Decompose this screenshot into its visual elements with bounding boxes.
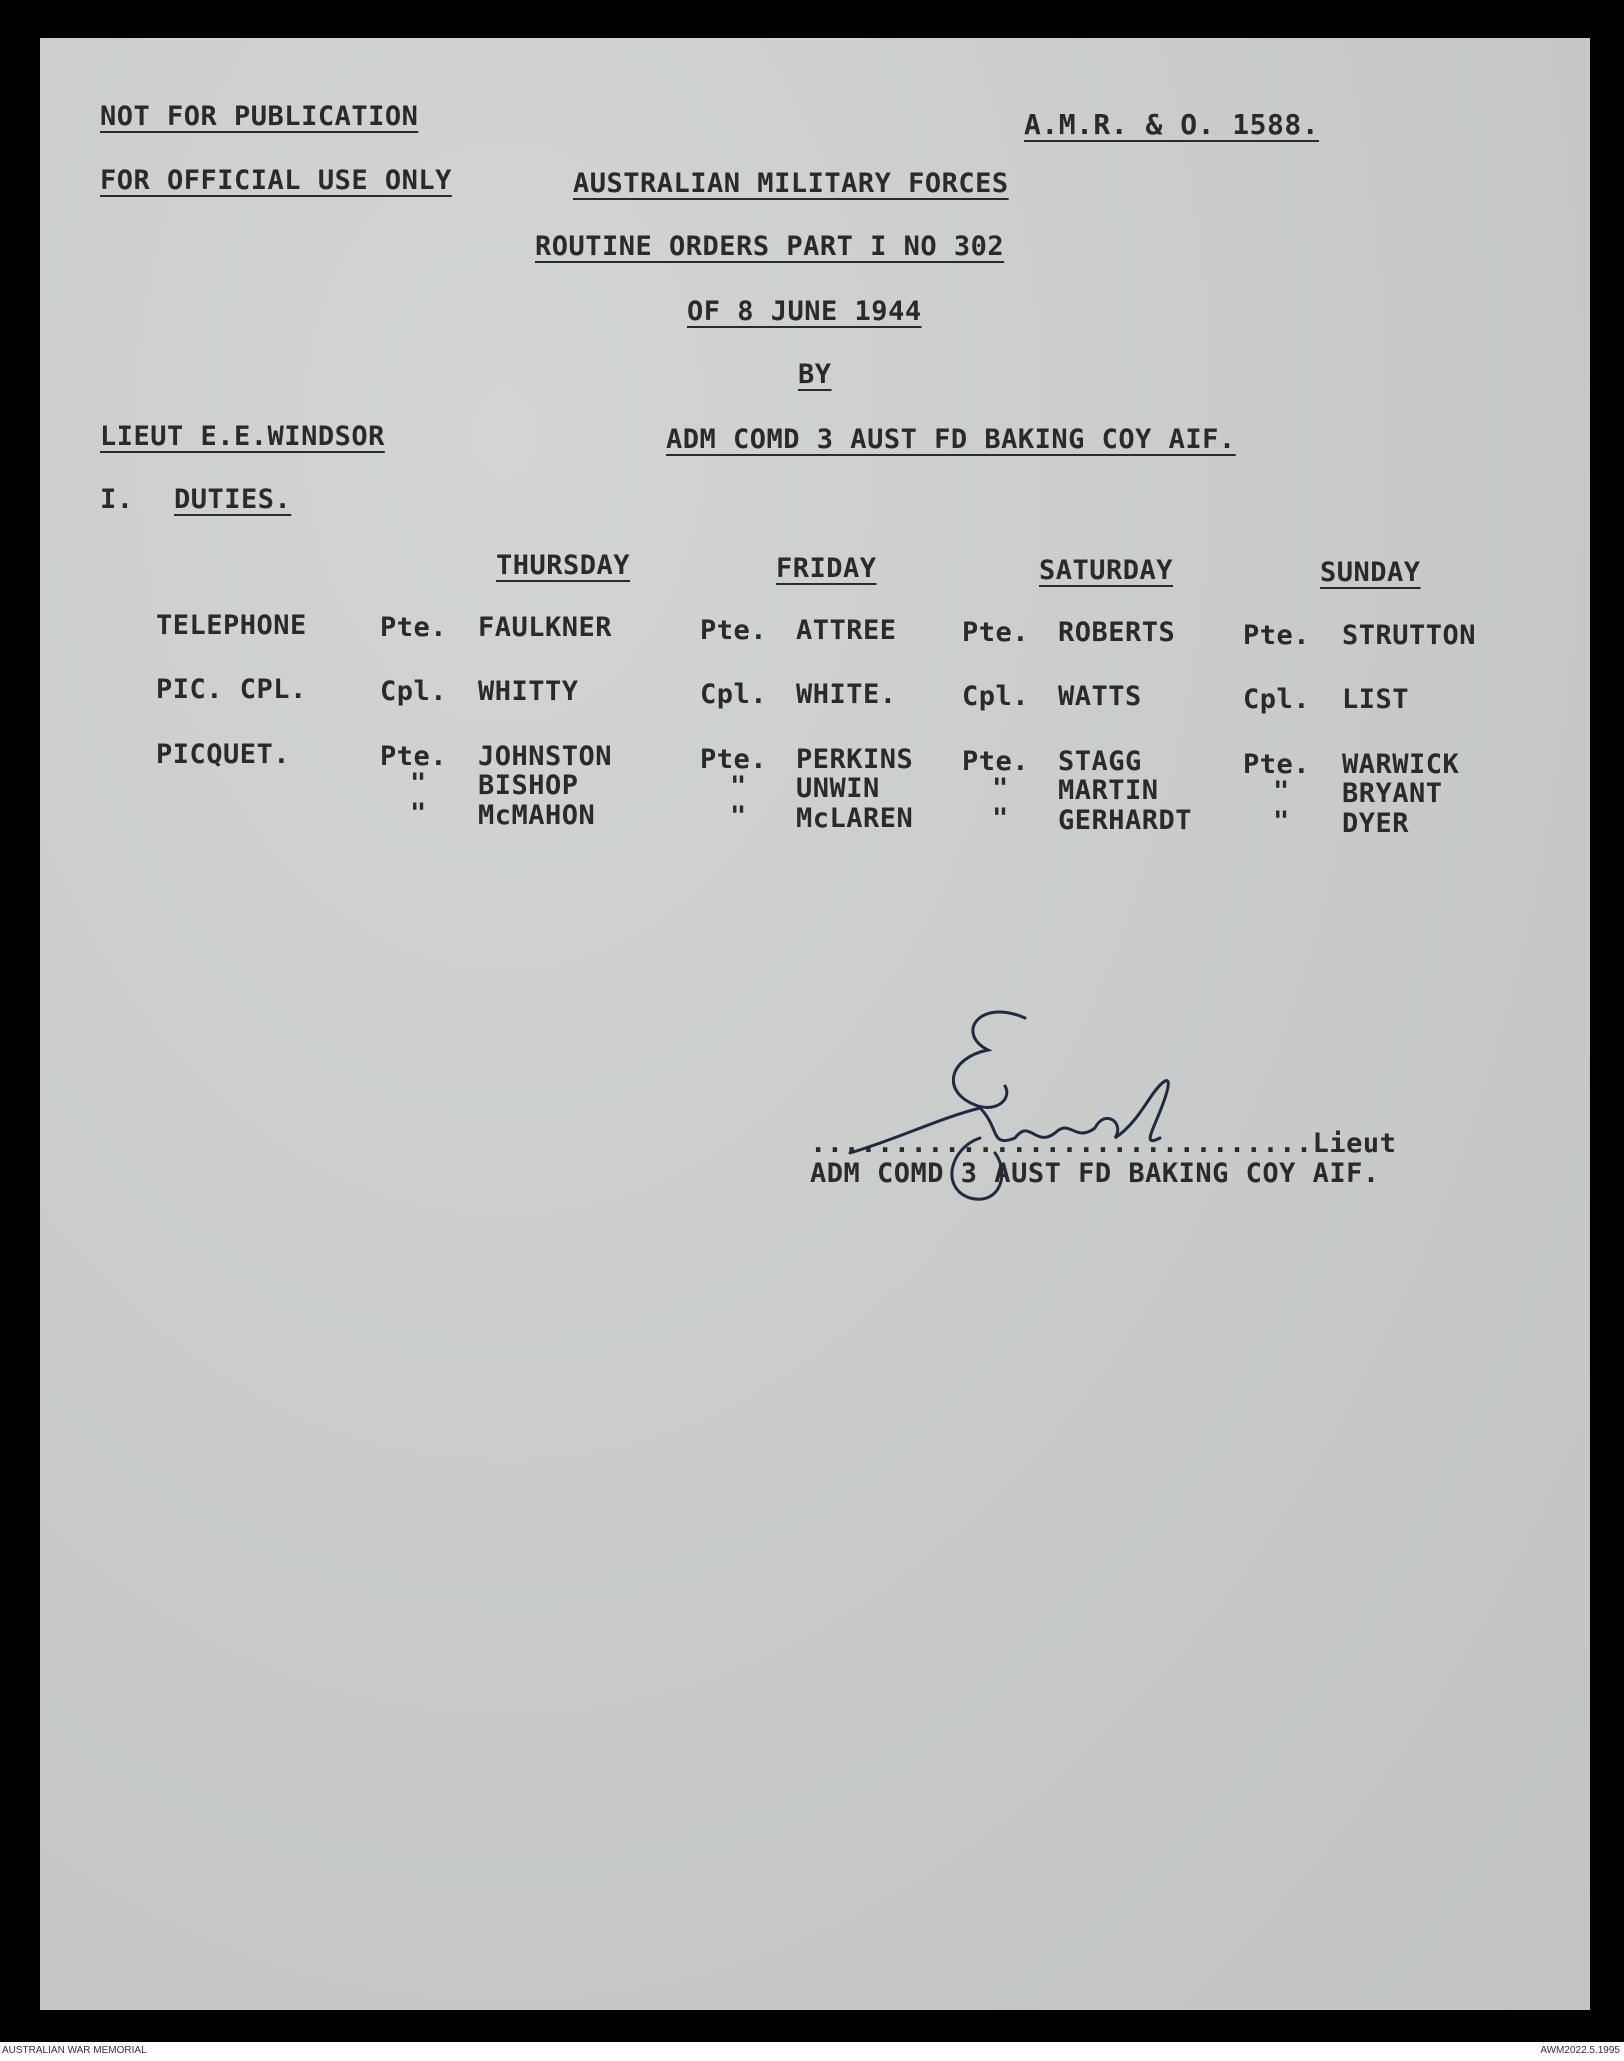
picquet-name-friday-2: UNWIN	[796, 773, 880, 804]
day-header-thursday: THURSDAY	[496, 550, 631, 581]
telephone-rank-friday: Pte.	[700, 615, 768, 646]
telephone-rank-thursday: Pte.	[380, 612, 448, 643]
section-title: DUTIES.	[174, 484, 292, 515]
picquet-ditto-thursday-1: "	[410, 768, 427, 799]
not-for-publication: NOT FOR PUBLICATION	[100, 101, 419, 132]
picquet-name-saturday-2: MARTIN	[1058, 775, 1159, 806]
document-page	[40, 38, 1590, 2010]
pic-cpl-name-sunday: LIST	[1342, 684, 1410, 715]
routine-orders-heading: ROUTINE ORDERS PART I NO 302	[535, 231, 1005, 262]
picquet-name-thursday-3: McMAHON	[478, 800, 596, 831]
handwritten-signature	[830, 988, 1250, 1228]
signature-title: ADM COMD 3 AUST FD BAKING COY AIF.	[810, 1158, 1380, 1189]
picquet-name-sunday-2: BRYANT	[1342, 778, 1443, 809]
picquet-name-friday-3: McLAREN	[796, 803, 914, 834]
document-reference: A.M.R. & O. 1588.	[1024, 108, 1320, 141]
picquet-name-saturday-1: STAGG	[1058, 746, 1142, 777]
pic-cpl-name-friday: WHITE.	[796, 679, 897, 710]
picquet-ditto-sunday-1: "	[1273, 776, 1290, 807]
telephone-name-saturday: ROBERTS	[1058, 617, 1176, 648]
picquet-ditto-friday-2: "	[730, 801, 747, 832]
signature-line: ..............................Lieut	[810, 1128, 1397, 1159]
unit-name: ADM COMD 3 AUST FD BAKING COY AIF.	[666, 424, 1236, 455]
picquet-name-thursday-2: BISHOP	[478, 770, 579, 801]
day-header-friday: FRIDAY	[776, 553, 877, 584]
row-label-picquet: PICQUET.	[156, 739, 291, 770]
official-use-only: FOR OFFICIAL USE ONLY	[100, 165, 452, 196]
picquet-rank-friday: Pte.	[700, 744, 768, 775]
section-number: I.	[100, 484, 134, 515]
forces-heading: AUSTRALIAN MILITARY FORCES	[573, 168, 1009, 199]
order-date: OF 8 JUNE 1944	[687, 296, 922, 327]
telephone-rank-sunday: Pte.	[1243, 620, 1311, 651]
day-header-sunday: SUNDAY	[1320, 557, 1421, 588]
row-label-pic-cpl: PIC. CPL.	[156, 674, 307, 705]
picquet-name-saturday-3: GERHARDT	[1058, 805, 1193, 836]
pic-cpl-rank-sunday: Cpl.	[1243, 684, 1311, 715]
footer-accession: AWM2022.5.1995	[1540, 2045, 1620, 2056]
picquet-rank-saturday: Pte.	[962, 746, 1030, 777]
picquet-rank-thursday: Pte.	[380, 741, 448, 772]
picquet-ditto-saturday-1: "	[992, 773, 1009, 804]
by-heading: BY	[798, 359, 832, 390]
row-label-telephone: TELEPHONE	[156, 610, 307, 641]
picquet-name-thursday-1: JOHNSTON	[478, 741, 613, 772]
day-header-saturday: SATURDAY	[1039, 555, 1174, 586]
picquet-name-friday-1: PERKINS	[796, 744, 914, 775]
officer-name: LIEUT E.E.WINDSOR	[100, 421, 385, 452]
footer-source: AUSTRALIAN WAR MEMORIAL	[2, 2045, 147, 2056]
picquet-name-sunday-3: DYER	[1342, 808, 1410, 839]
picquet-ditto-sunday-2: "	[1273, 806, 1290, 837]
picquet-ditto-thursday-2: "	[410, 798, 427, 829]
telephone-name-thursday: FAULKNER	[478, 612, 613, 643]
telephone-name-friday: ATTREE	[796, 615, 897, 646]
telephone-name-sunday: STRUTTON	[1342, 620, 1477, 651]
pic-cpl-rank-thursday: Cpl.	[380, 676, 448, 707]
pic-cpl-name-saturday: WATTS	[1058, 681, 1142, 712]
picquet-ditto-saturday-2: "	[992, 803, 1009, 834]
picquet-rank-sunday: Pte.	[1243, 749, 1311, 780]
pic-cpl-rank-saturday: Cpl.	[962, 681, 1030, 712]
pic-cpl-name-thursday: WHITTY	[478, 676, 579, 707]
pic-cpl-rank-friday: Cpl.	[700, 679, 768, 710]
picquet-ditto-friday-1: "	[730, 771, 747, 802]
picquet-name-sunday-1: WARWICK	[1342, 749, 1460, 780]
telephone-rank-saturday: Pte.	[962, 617, 1030, 648]
